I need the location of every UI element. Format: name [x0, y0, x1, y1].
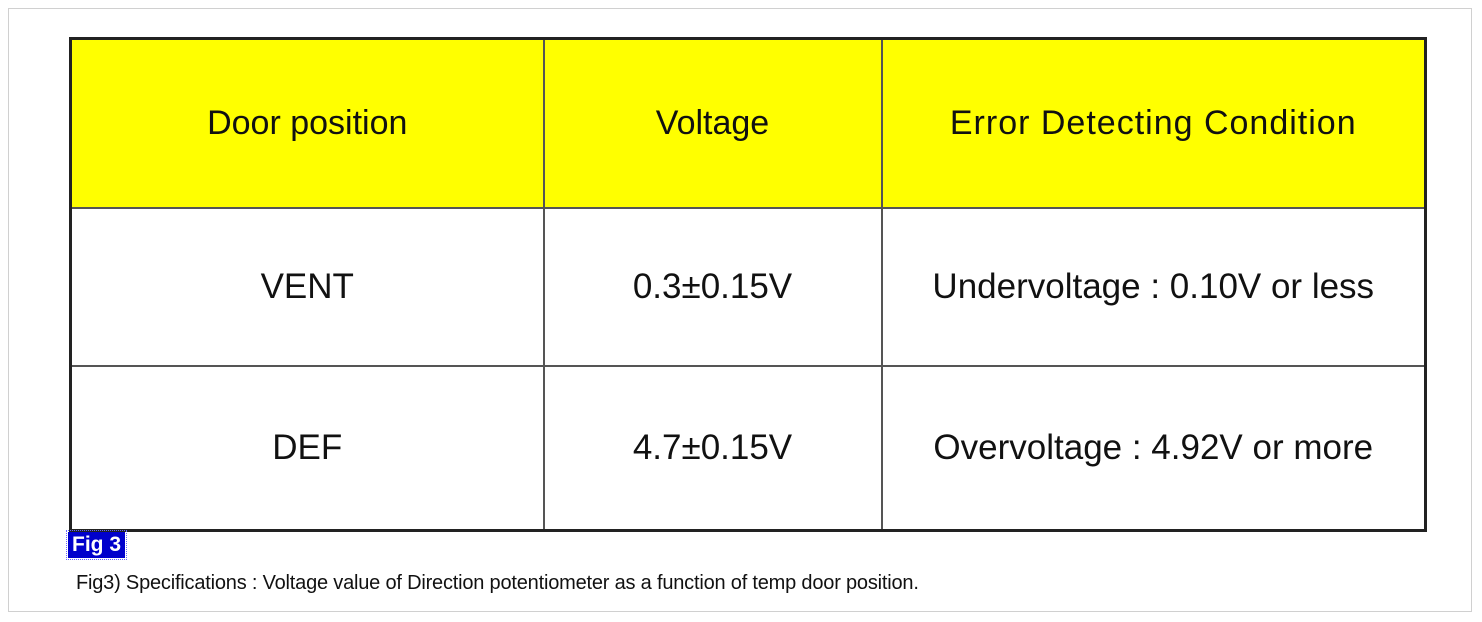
voltage-cell: 0.3±0.15V — [544, 208, 882, 366]
door-position-cell: DEF — [71, 366, 544, 531]
spec-table — [69, 37, 1427, 532]
table-row — [71, 366, 1426, 531]
figure-tag: Fig 3 — [68, 532, 125, 558]
error-condition-cell: Overvoltage : 4.92V or more — [882, 366, 1426, 531]
door-position-cell: VENT — [71, 208, 544, 366]
table-row — [71, 208, 1426, 366]
header-voltage: Voltage — [544, 39, 882, 209]
voltage-cell: 4.7±0.15V — [544, 366, 882, 531]
header-error-condition: Error Detecting Condition — [882, 39, 1426, 209]
header-door-position: Door position — [71, 39, 544, 209]
figure-caption: Fig3) Specifications : Voltage value of Direction potentiometer as a function of temp door position. — [76, 572, 919, 594]
table-header-row — [71, 39, 1426, 209]
figure-frame — [8, 8, 1472, 612]
error-condition-cell: Undervoltage : 0.10V or less — [882, 208, 1426, 366]
